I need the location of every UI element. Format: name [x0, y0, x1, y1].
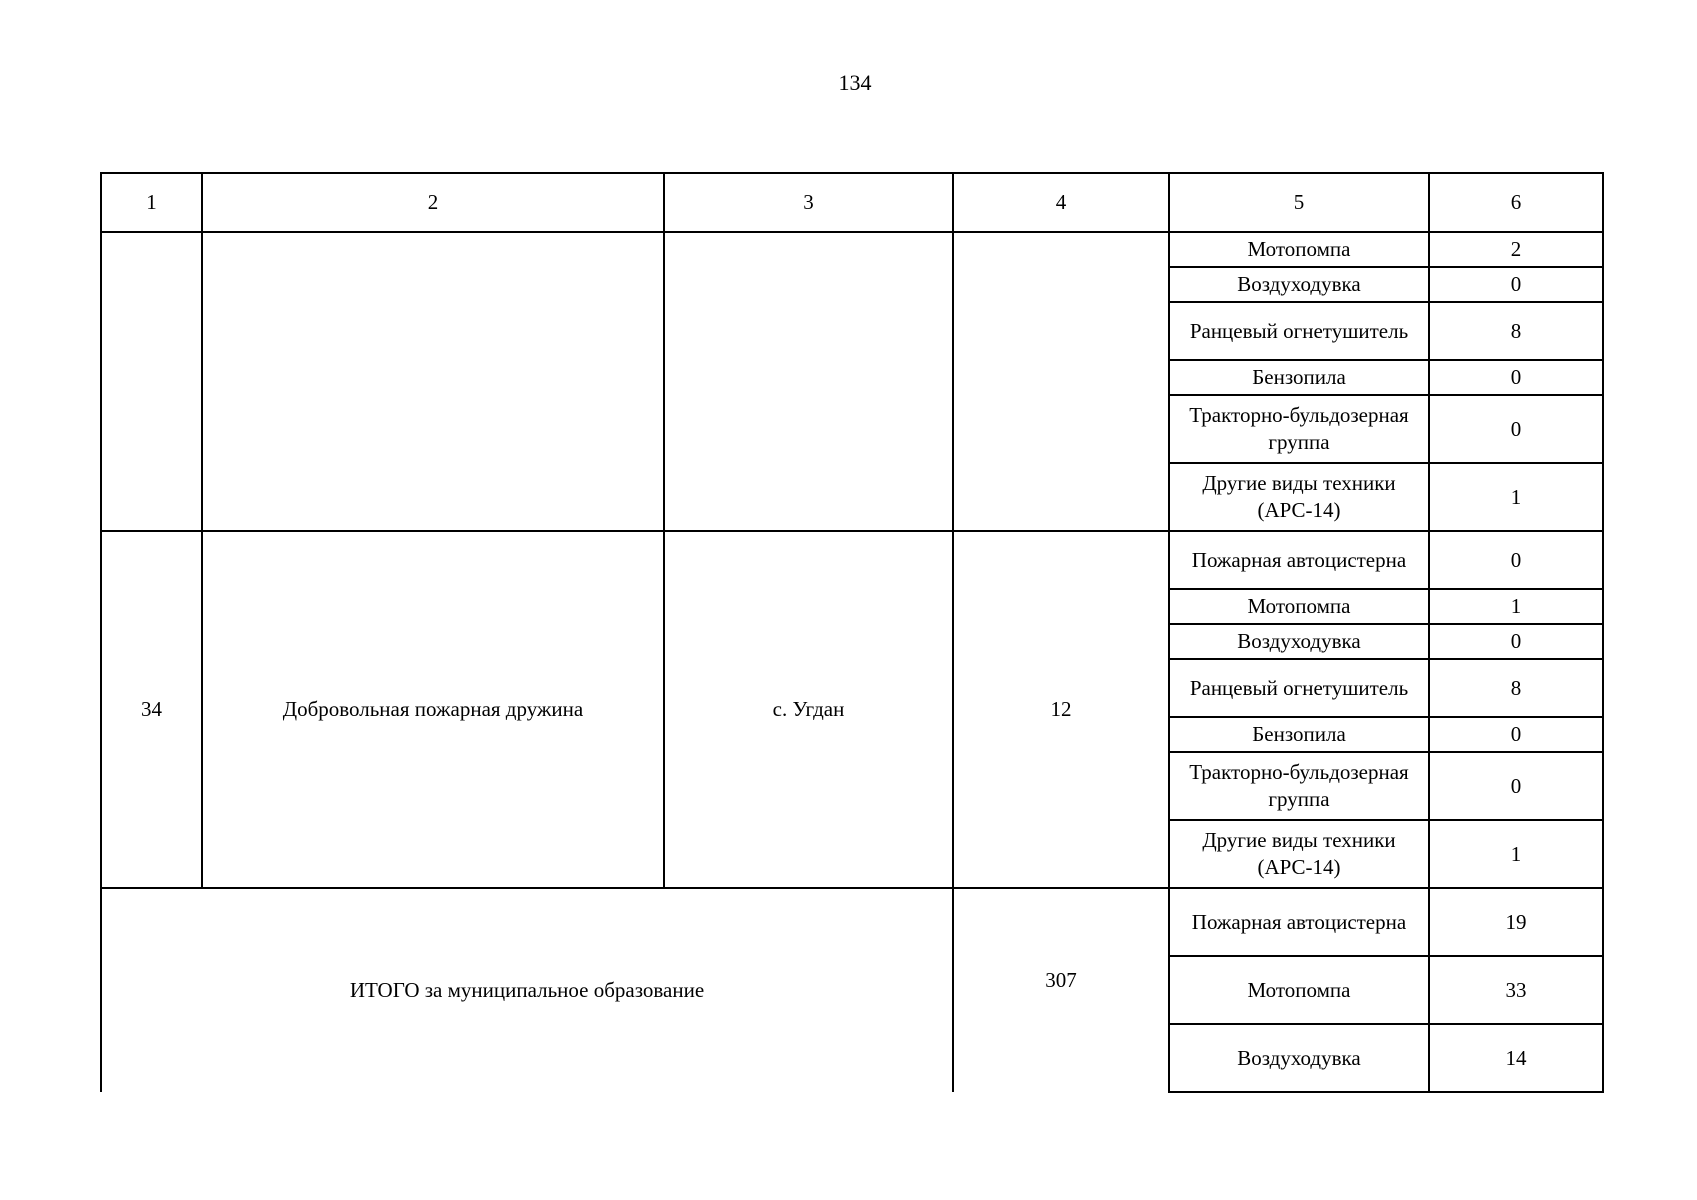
equipment-count: 1 — [1429, 820, 1603, 888]
equipment-type: Тракторно-бульдозерная группа — [1169, 395, 1429, 463]
equipment-type: Ранцевый огнетушитель — [1169, 659, 1429, 717]
table-row — [101, 232, 1603, 267]
equipment-type: Пожарная автоцистерна — [1169, 888, 1429, 956]
prev-name-cell — [202, 232, 664, 531]
equipment-type: Другие виды техники (АРС-14) — [1169, 820, 1429, 888]
equipment-type: Мотопомпа — [1169, 956, 1429, 1024]
equipment-type: Тракторно-бульдозерная группа — [1169, 752, 1429, 820]
total-personnel: 307 — [953, 888, 1169, 1092]
total-label: ИТОГО за муниципальное образование — [101, 888, 953, 1092]
equipment-type: Мотопомпа — [1169, 232, 1429, 267]
page-number: 134 — [838, 70, 872, 95]
equipment-count: 0 — [1429, 360, 1603, 395]
equipment-type: Воздуходувка — [1169, 624, 1429, 659]
header-col-5: 5 — [1169, 173, 1429, 232]
equipment-count: 0 — [1429, 531, 1603, 589]
equipment-count: 8 — [1429, 659, 1603, 717]
equipment-type: Мотопомпа — [1169, 589, 1429, 624]
table-row — [101, 531, 1603, 589]
equipment-type: Бензопила — [1169, 717, 1429, 752]
header-col-6: 6 — [1429, 173, 1603, 232]
personnel-count: 12 — [953, 531, 1169, 888]
equipment-type: Бензопила — [1169, 360, 1429, 395]
total-row — [101, 888, 1603, 956]
equipment-count: 2 — [1429, 232, 1603, 267]
header-col-4: 4 — [953, 173, 1169, 232]
header-col-2: 2 — [202, 173, 664, 232]
equipment-count: 14 — [1429, 1024, 1603, 1092]
prev-number-cell — [101, 232, 202, 531]
equipment-type: Ранцевый огнетушитель — [1169, 302, 1429, 360]
header-col-1: 1 — [101, 173, 202, 232]
equipment-type: Пожарная автоцистерна — [1169, 531, 1429, 589]
equipment-count: 19 — [1429, 888, 1603, 956]
equipment-count: 0 — [1429, 752, 1603, 820]
prev-personnel-cell — [953, 232, 1169, 531]
equipment-count: 33 — [1429, 956, 1603, 1024]
organization-name: Добровольная пожарная дружина — [202, 531, 664, 888]
equipment-count: 0 — [1429, 267, 1603, 302]
equipment-type: Другие виды техники (АРС-14) — [1169, 463, 1429, 531]
equipment-type: Воздуходувка — [1169, 1024, 1429, 1092]
header-row — [101, 173, 1603, 232]
equipment-count: 8 — [1429, 302, 1603, 360]
location: с. Угдан — [664, 531, 953, 888]
equipment-type: Воздуходувка — [1169, 267, 1429, 302]
row-number: 34 — [101, 531, 202, 888]
equipment-count: 0 — [1429, 717, 1603, 752]
equipment-count: 0 — [1429, 624, 1603, 659]
header-col-3: 3 — [664, 173, 953, 232]
equipment-count: 1 — [1429, 589, 1603, 624]
equipment-count: 1 — [1429, 463, 1603, 531]
equipment-table — [100, 172, 1604, 1093]
equipment-count: 0 — [1429, 395, 1603, 463]
prev-location-cell — [664, 232, 953, 531]
